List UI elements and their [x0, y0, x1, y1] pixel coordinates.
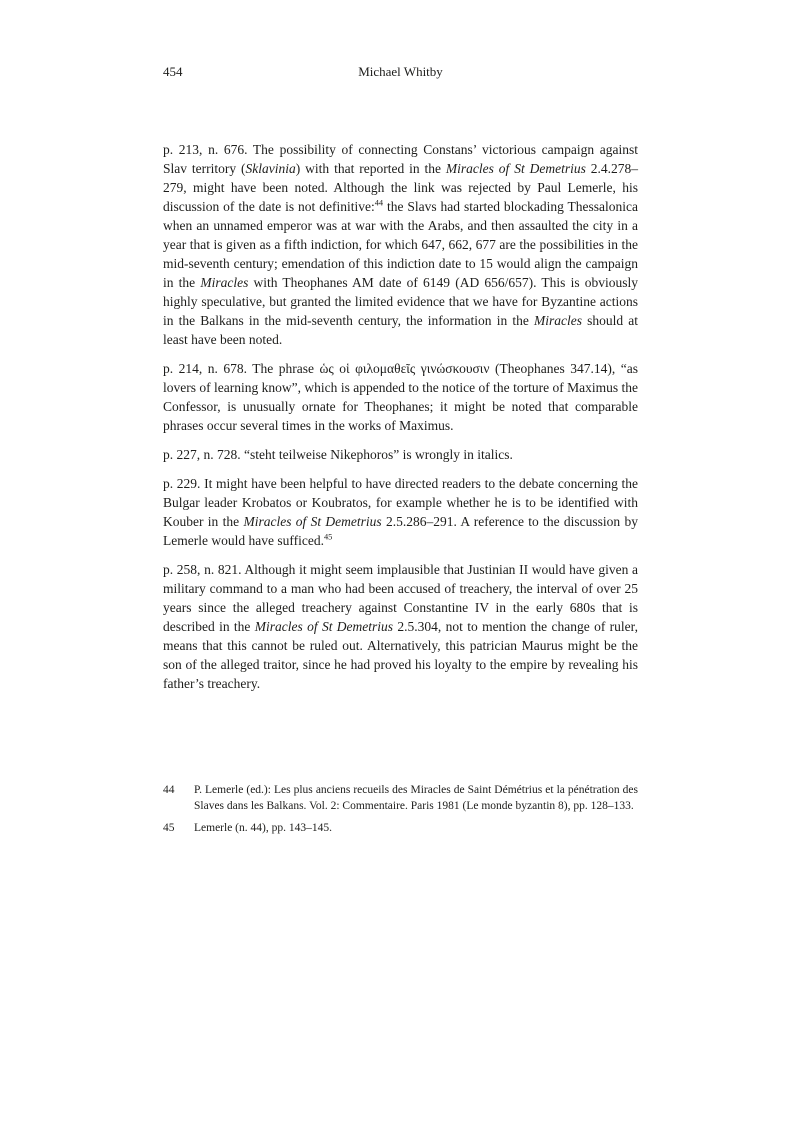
running-header: [163, 64, 638, 82]
footnotes-section: [163, 783, 638, 844]
footnote-text: P. Lemerle (ed.): Les plus anciens recueils des Miracles de Saint Démétrius et la pénétration des Slaves dans les Balkans. Vol. 2: Commentaire. Paris 1981 (Le monde byzantin 8), pp. 128–133.: [194, 784, 638, 812]
body-paragraph: p. 229. It might have been helpful to have directed readers to the debate concerning the Bulgar leader Krobatos or Koubratos, for example whether he is to be identified with Kouber in the Miracles of St Demetrius 2.5.286–291. A reference to the discussion by Lemerle would have sufficed.$^{45}$: [163, 476, 638, 548]
footnote-number: 45: [163, 822, 175, 834]
running-header-author: Michael Whitby: [358, 64, 443, 79]
body-paragraph: p. 258, n. 821. Although it might seem implausible that Justinian II would have given a military command to a man who had been accused of treachery, the interval of over 25 years since the alleged treachery against Constantine IV in the early 680s that is described in the Miracles of St Demetrius 2.5.304, not to mention the change of ruler, means that this cannot be ruled out. Alternatively, this patrician Maurus might be the son of the alleged traitor, since he had proved his loyalty to the empire by revealing his father’s treachery.: [163, 562, 638, 691]
main-text-block: [163, 140, 638, 703]
body-paragraph: p. 213, n. 676. The possibility of connecting Constans’ victorious campaign against Slav territory (Sklavinia) with that reported in the Miracles of St Demetrius 2.4.278–279, might have been noted. Although the link was rejected by Paul Lemerle, his discussion of the date is not definitive:$^{44}$ the Slavs had started blockading Thessalonica when an unnamed emperor was at war with the Arabs, and then assaulted the city in a year that is given as a fifth indiction, for which 647, 662, 677 are the possibilities in the mid-seventh century; emendation of this indiction date to 15 would align the campaign in the Miracles with Theophanes AM date of 6149 (AD 656/657). This is obviously highly speculative, but granted the limited evidence that we have for Byzantine actions in the Balkans in the mid-seventh century, the information in the Miracles should at least have been noted.: [163, 142, 638, 347]
body-paragraph: p. 214, n. 678. The phrase ὡς οἱ φιλομαθεῖς γινώσκουσιν (Theophanes 347.14), “as lovers of learning know”, which is appended to the notice of the torture of Maximus the Confessor, is unusually ornate for Theophanes; it might be noted that comparable phrases occur several times in the works of Maximus.: [163, 361, 638, 433]
footnote-number: 44: [163, 784, 175, 796]
footnote: [163, 821, 638, 837]
footnote-text: Lemerle (n. 44), pp. 143–145.: [194, 822, 332, 834]
footnote: [163, 783, 638, 814]
body-paragraph: p. 227, n. 728. “steht teilweise Nikephoros” is wrongly in italics.: [163, 447, 513, 462]
page-number: 454: [163, 64, 183, 79]
